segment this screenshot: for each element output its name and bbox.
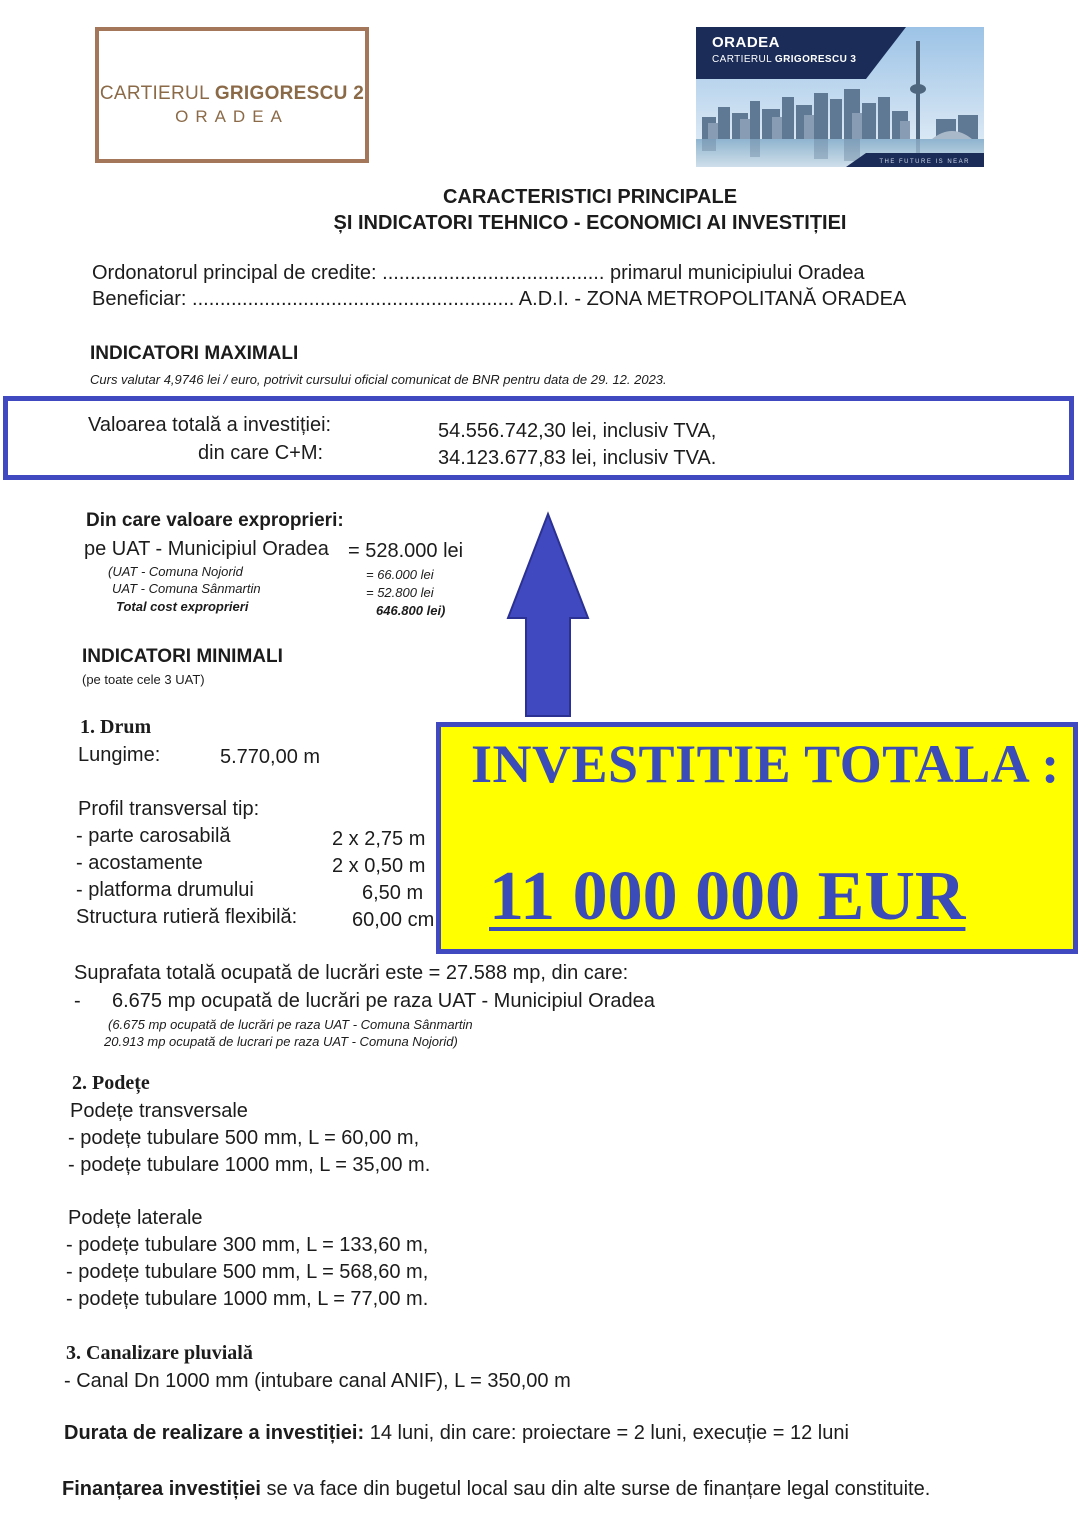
logo1-line2: ORADEA (175, 107, 289, 126)
valoare-totala-label: Valoarea totală a investiției: (88, 414, 332, 436)
exproprieri-total-label: Total cost exproprieri (116, 599, 249, 614)
logo-cartierul-grigorescu-2 (95, 27, 369, 163)
profil-row-label: Structura rutieră flexibilă: (76, 906, 298, 928)
arrow-up-icon (500, 510, 596, 720)
logo-cartierul-grigorescu-3 (696, 27, 984, 167)
profil-row-value: 60,00 cm (352, 909, 435, 931)
podete-row: - podețe tubulare 1000 mm, L = 77,00 m. (66, 1288, 429, 1310)
podete-row: - podețe tubulare 500 mm, L = 60,00 m, (68, 1127, 420, 1149)
valoare-totala-value: 54.556.742,30 lei, inclusiv TVA, (438, 420, 717, 442)
cm-value: 34.123.677,83 lei, inclusiv TVA. (438, 447, 717, 469)
beneficiar-row: Beneficiar: .......................................................... A.D.I. - ZONA METROPOLITANĂ ORADEA (92, 288, 907, 310)
suprafata-sanmartin: (6.675 mp ocupată de lucrări pe raza UAT - Comuna Sânmartin (108, 1017, 473, 1032)
profil-row-value: 6,50 m (362, 882, 424, 904)
podete-row: - podețe tubulare 300 mm, L = 133,60 m, (66, 1234, 429, 1256)
durata-row: Durata de realizare a investiției: 14 luni, din care: proiectare = 2 luni, execuție = 12 luni (64, 1422, 849, 1444)
banner-amount: 11 000 000 EUR (489, 858, 966, 935)
indicatori-maximali-heading: INDICATORI MAXIMALI (90, 343, 299, 364)
podete-transversale: Podețe transversale (70, 1100, 248, 1122)
cm-label: din care C+M: (198, 442, 324, 464)
suprafata-dash: - (74, 990, 81, 1012)
exproprieri-total-value: 646.800 lei) (376, 603, 446, 618)
suprafata-totala: Suprafata totală ocupată de lucrări este = 27.588 mp, din care: (74, 962, 629, 984)
lungime-value: 5.770,00 m (220, 746, 321, 768)
banner-title: INVESTITIE TOTALA : (471, 734, 1060, 794)
suprafata-nojorid: 20.913 mp ocupată de lucrari pe raza UAT - Comuna Nojorid) (104, 1034, 458, 1049)
exproprieri-oradea-label: pe UAT - Municipiul Oradea (84, 538, 329, 560)
exproprieri-sanmartin-value: = 52.800 lei (366, 585, 434, 600)
exproprieri-heading: Din care valoare exproprieri: (86, 510, 344, 531)
curs-valutar: Curs valutar 4,9746 lei / euro, potrivit cursului oficial comunicat de BNR pentru data de 29. 12. 2023. (90, 372, 667, 387)
indicatori-minimali-sub: (pe toate cele 3 UAT) (82, 672, 205, 687)
podete-row: - podețe tubulare 500 mm, L = 568,60 m, (66, 1261, 429, 1283)
logo2-tagline: THE FUTURE IS NEAR (879, 159, 970, 165)
investitie-totala-banner (436, 722, 1078, 954)
finantare-row: Finanțarea investiției se va face din bugetul local sau din alte surse de finanțare legal constituite. (62, 1478, 931, 1500)
exproprieri-sanmartin-label: UAT - Comuna Sânmartin (112, 581, 261, 596)
indicatori-minimali-heading: INDICATORI MINIMALI (82, 646, 283, 667)
drum-heading: 1. Drum (80, 716, 152, 738)
logo1-line1: CARTIERUL GRIGORESCU 2 (99, 83, 365, 104)
exproprieri-oradea-value: = 528.000 lei (348, 540, 464, 562)
profil-row-value: 2 x 0,50 m (332, 855, 426, 877)
logo2-city: ORADEA (712, 34, 781, 51)
exproprieri-nojorid-value: = 66.000 lei (366, 567, 434, 582)
exproprieri-nojorid-label: (UAT - Comuna Nojorid (108, 564, 243, 579)
canalizare-row: - Canal Dn 1000 mm (intubare canal ANIF), L = 350,00 m (64, 1370, 571, 1392)
profil-row-label: - acostamente (76, 852, 203, 874)
canalizare-heading: 3. Canalizare pluvială (66, 1342, 253, 1364)
logo2-subtitle: CARTIERUL GRIGORESCU 3 (712, 54, 857, 65)
profil-row-label: - parte carosabilă (76, 825, 231, 847)
suprafata-oradea: 6.675 mp ocupată de lucrări pe raza UAT - Municipiul Oradea (112, 990, 655, 1012)
profil-row-label: - platforma drumului (76, 879, 254, 901)
page-title-line1: CARACTERISTICI PRINCIPALE (442, 186, 738, 208)
podete-laterale: Podețe laterale (68, 1207, 203, 1229)
podete-heading: 2. Podețe (72, 1072, 150, 1094)
page-title-line2: ȘI INDICATORI TEHNICO - ECONOMICI AI INVESTIȚIEI (333, 212, 847, 234)
profil-row-value: 2 x 2,75 m (332, 828, 426, 850)
podete-row: - podețe tubulare 1000 mm, L = 35,00 m. (68, 1154, 431, 1176)
profil-transversal: Profil transversal tip: (78, 798, 260, 820)
lungime-label: Lungime: (78, 744, 161, 766)
ordonator-row: Ordonatorul principal de credite: ........................................ primarul municipiului Oradea (92, 262, 865, 284)
